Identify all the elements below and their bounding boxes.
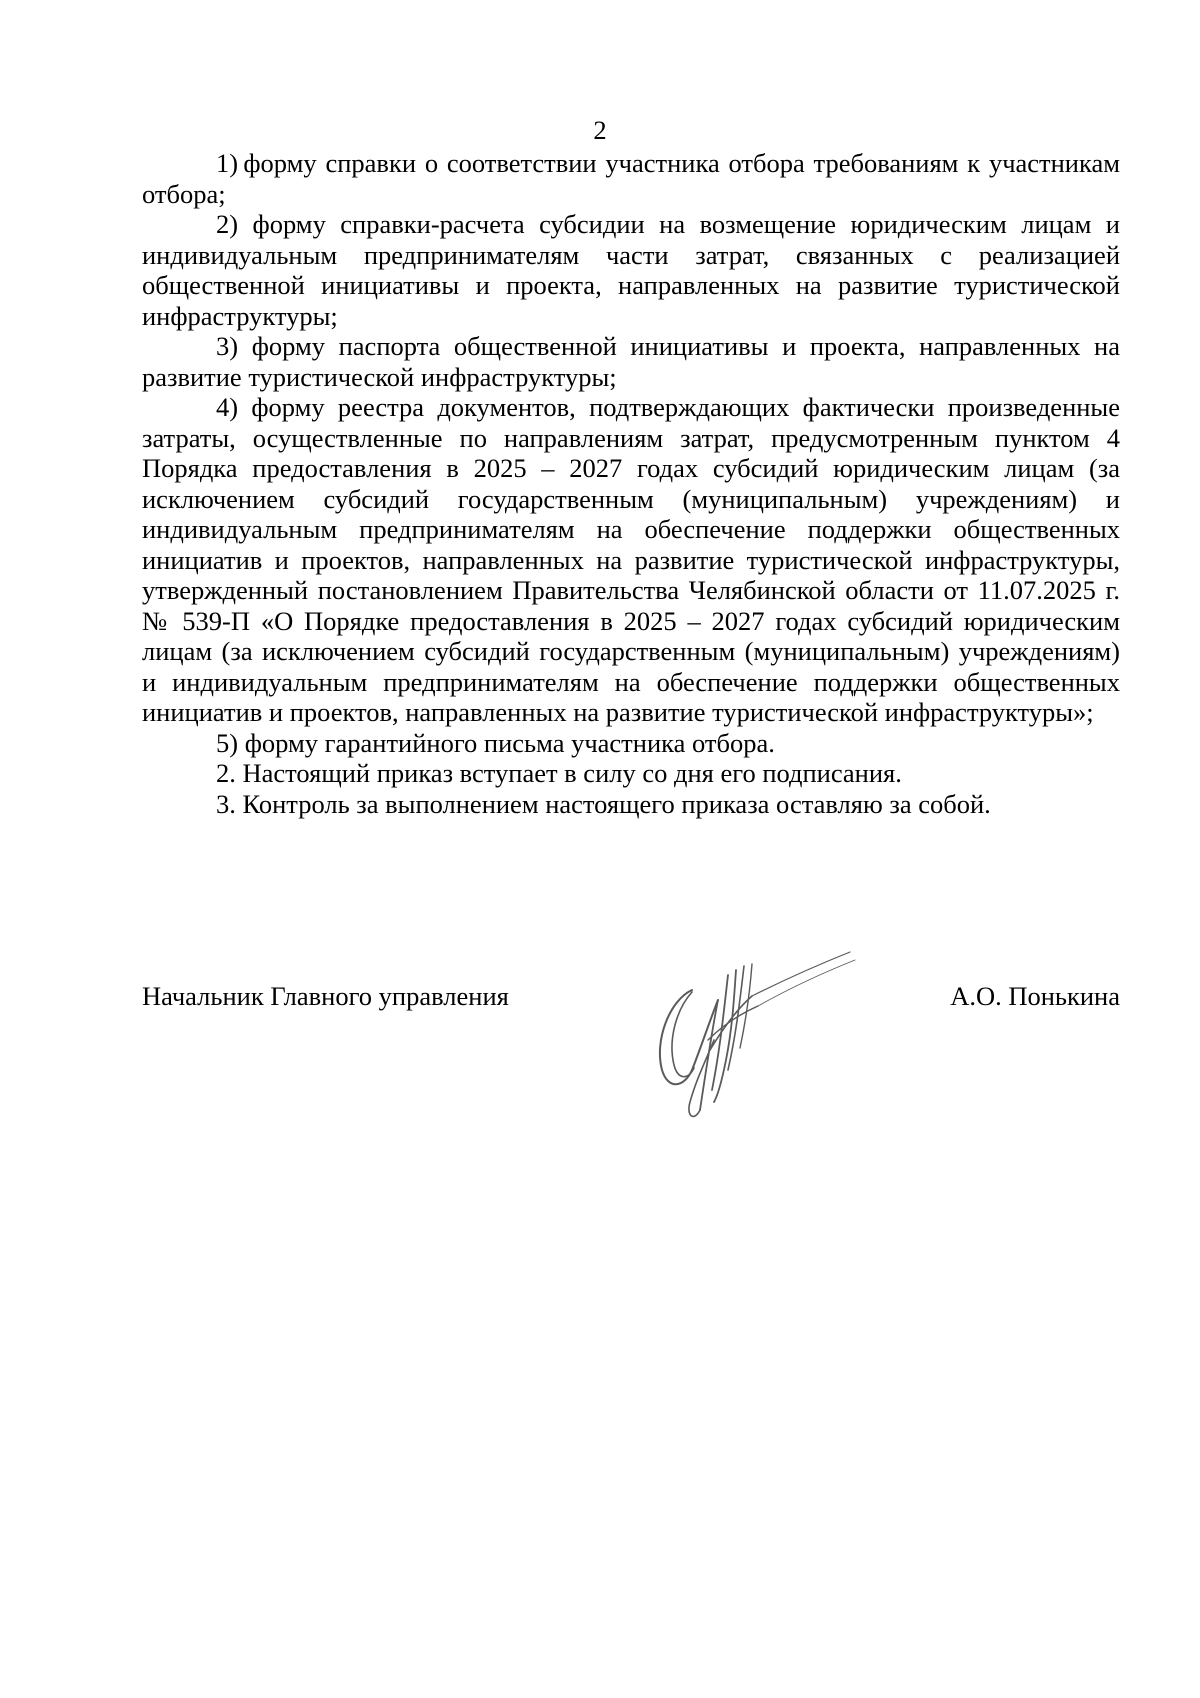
clause-2-effective-date: 2. Настоящий приказ вступает в силу со дня его подписания.: [216, 758, 902, 788]
item-1-certificate-form: 1) форму справки о соответствии участника отбора требованиям к участникам отбора;: [142, 148, 1120, 209]
item-5-guarantee-letter-form: 5) форму гарантийного письма участника отбора.: [216, 727, 775, 758]
document-body: [142, 148, 1120, 819]
item-3-passport-form: 3) форму паспорта общественной инициативы и проекта, направленных на развитие туристической инфраструктуры;: [142, 331, 1120, 392]
page-number: 2: [593, 115, 607, 145]
item-2-subsidy-calculation-form: 2) форму справки-расчета субсидии на возмещение юридическим лицам и индивидуальным предпринимателям части затрат, связанных с реализацией общественной инициативы и проекта, направленных на развитие туристической инфраструктуры;: [142, 209, 1120, 331]
item-4-document-registry-form: 4) форму реестра документов, подтверждающих фактически произведенные затраты, осуществленные по направлениям затрат, предусмотренным пунктом 4 Порядка предоставления в 2025 – 2027 годах субсидий юридическим лицам (за исключением субсидий государственным (муниципальным) учреждениям) и индивидуальным предпринимателям на обеспечение поддержки общественных инициатив и проектов, направленных на развитие туристической инфраструктуры, утвержденный постановлением Правительства Челябинской области от 11.07.2025 г. № 539-П «О Порядке предоставления в 2025 – 2027 годах субсидий юридическим лицам (за исключением субсидий государственным (муниципальным) учреждениям) и индивидуальным предпринимателям на обеспечение поддержки общественных инициатив и проектов, направленных на развитие туристической инфраструктуры»;: [142, 392, 1120, 727]
handwritten-signature: [640, 930, 880, 1120]
signer-title: Начальник Главного управления: [142, 981, 509, 1011]
signer-name: А.О. Понькина: [950, 981, 1120, 1011]
signature-block: [142, 978, 1120, 1014]
clause-3-control: 3. Контроль за выполнением настоящего приказа оставляю за собой.: [216, 788, 991, 819]
